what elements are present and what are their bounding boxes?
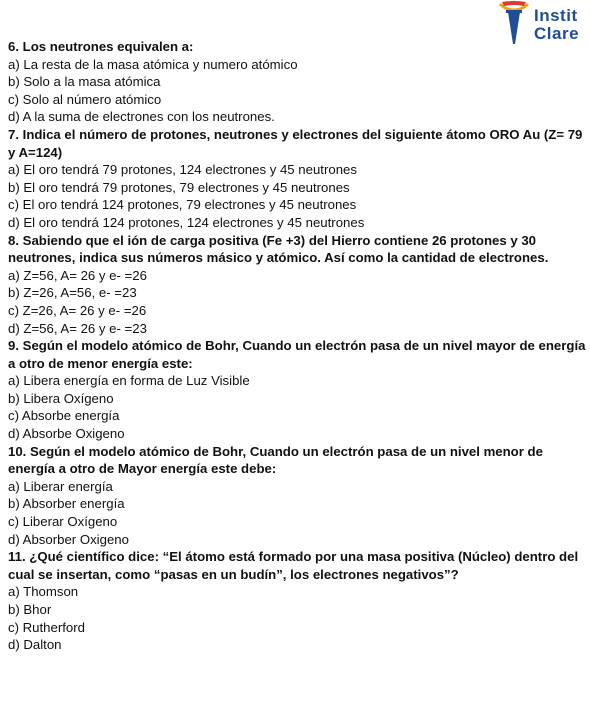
option-c: c) Z=26, A= 26 y e- =26 (8, 302, 147, 318)
option-a: a) La resta de la masa atómica y numero atómico (8, 56, 298, 72)
option-b: b) Absorber energía (8, 496, 125, 512)
option-a: a) El oro tendrá 79 protones, 124 electrones y 45 neutrones (8, 162, 357, 178)
option-a: a) Liberar energía (8, 478, 113, 494)
option-d: d) El oro tendrá 124 protones, 124 electrones y 45 neutrones (8, 214, 365, 230)
logo-line-2: Clare (534, 24, 580, 43)
question-title: 9. Según el modelo atómico de Bohr, Cuando un electrón pasa de un nivel mayor de energía a otro de menor energía este: (8, 338, 586, 371)
question-title: 6. Los neutrones equivalen a: (8, 39, 194, 54)
option-d: d) A la suma de electrones con los neutrones. (8, 109, 275, 125)
question-8 (8, 232, 586, 338)
question-6 (8, 38, 586, 126)
option-a: a) Libera energía en forma de Luz Visible (8, 373, 250, 389)
question-title: 11. ¿Qué científico dice: “El átomo está formado por una masa positiva (Núcleo) dentro del cual se insertan, como “pasas en un budín”, los electrones negativos”? (8, 549, 579, 582)
question-9 (8, 337, 586, 443)
question-10 (8, 443, 586, 549)
option-c: c) Absorbe energía (8, 408, 120, 424)
option-a: a) Thomson (8, 584, 79, 600)
option-d: d) Z=56, A= 26 y e- =23 (8, 320, 147, 336)
option-d: d) Absorbe Oxigeno (8, 426, 125, 442)
question-list (8, 38, 586, 654)
option-c: c) El oro tendrá 124 protones, 79 electrones y 45 neutrones (8, 197, 357, 213)
option-c: c) Solo al número atómico (8, 91, 162, 107)
option-b: b) Solo a la masa atómica (8, 74, 161, 90)
question-11 (8, 548, 586, 654)
option-c: c) Liberar Oxígeno (8, 514, 118, 530)
option-d: d) Absorber Oxigeno (8, 531, 129, 547)
question-title: 10. Según el modelo atómico de Bohr, Cuando un electrón pasa de un nivel menor de energía a otro de Mayor energía este debe: (8, 443, 543, 477)
question-title: 7. Indica el número de protones, neutrones y electrones del siguiente átomo ORO Au (Z= 79 y A=124) (8, 126, 583, 160)
option-b: b) El oro tendrá 79 protones, 79 electrones y 45 neutrones (8, 179, 350, 195)
option-d: d) Dalton (8, 637, 62, 653)
option-b: b) Bhor (8, 602, 52, 617)
question-title: 8. Sabiendo que el ión de carga positiva (Fe +3) del Hierro contiene 26 protones y 30 neutrones, indica sus números másico y atómico. Así como la cantidad de electrones. (8, 232, 549, 266)
option-a: a) Z=56, A= 26 y e- =26 (8, 267, 147, 283)
option-b: b) Libera Oxígeno (8, 390, 114, 406)
logo-line-1: Instit (534, 6, 578, 25)
question-7 (8, 126, 586, 232)
option-b: b) Z=26, A=56, e- =23 (8, 285, 137, 301)
option-c: c) Rutherford (8, 619, 85, 635)
